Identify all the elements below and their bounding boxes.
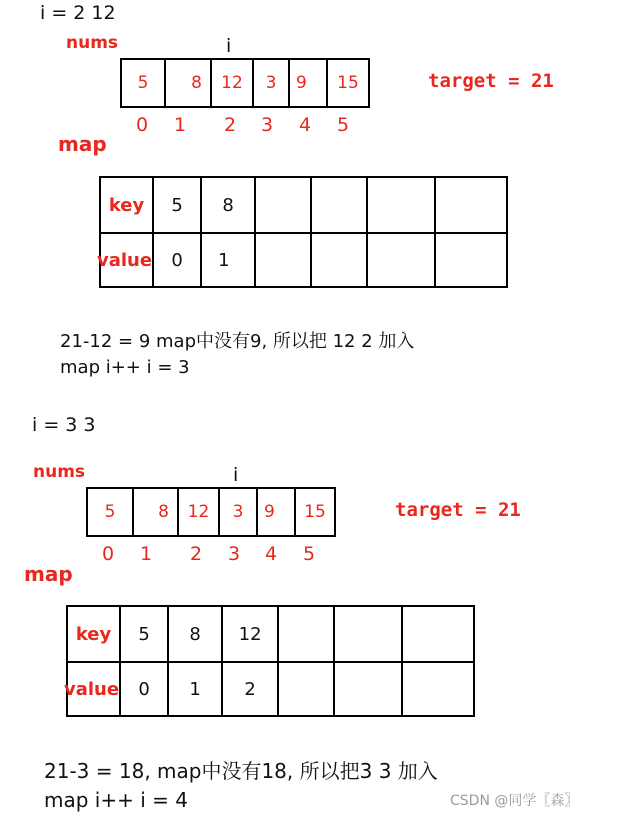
watermark: CSDN @同学〖森〗: [450, 793, 579, 809]
step1-nums-cell-3: 3: [252, 58, 290, 108]
step2-nums-cell-1: 8: [132, 487, 179, 537]
step2-index-5: 5: [302, 543, 316, 565]
step2-value-5: [402, 662, 474, 716]
step2-value-1: 1: [168, 662, 222, 716]
step1-index-5: 5: [336, 114, 350, 136]
step2-index-3: 3: [227, 543, 241, 565]
step2-note-line1: 21-3 = 18, map中没有18, 所以把3 3 加入: [44, 759, 438, 783]
step1-map-label: map: [58, 132, 107, 156]
step1-header: i = 2 12: [40, 2, 116, 24]
step2-value-2: 2: [222, 662, 278, 716]
step1-nums-cell-0: 5: [120, 58, 166, 108]
step2-index-1: 1: [139, 543, 153, 565]
step1-nums-cell-5: 15: [326, 58, 370, 108]
step1-key-3: [311, 177, 367, 233]
step2-index-0: 0: [101, 543, 115, 565]
step1-value-header-text: value: [97, 249, 153, 271]
step1-nums-cell-4: 9: [288, 58, 328, 108]
step2-nums-cell-0: 5: [86, 487, 134, 537]
step1-index-4: 4: [298, 114, 312, 136]
step2-value-header: [64, 662, 120, 716]
step2-nums-label: nums: [33, 462, 86, 482]
step1-key-5: [435, 177, 507, 233]
step1-map-table: [99, 176, 508, 288]
step2-value-3: [278, 662, 334, 716]
step2-key-1: 8: [168, 606, 222, 662]
step2-header: i = 3 3: [32, 414, 96, 436]
step1-key-0: 5: [153, 177, 201, 233]
step2-target: target = 21: [395, 499, 521, 521]
step1-value-5: [435, 233, 507, 287]
step2-key-4: [334, 606, 402, 662]
step1-value-4: [367, 233, 435, 287]
step2-value-4: [334, 662, 402, 716]
step2-nums-cell-5: 15: [294, 487, 336, 537]
step1-key-header: key: [100, 177, 153, 233]
step1-value-1: 1: [201, 233, 255, 287]
step1-value-2: [255, 233, 311, 287]
step2-pointer-i: i: [233, 464, 239, 486]
step2-value-header-text: value: [64, 678, 120, 700]
step2-key-header: key: [67, 606, 120, 662]
step1-pointer-i: i: [226, 35, 232, 57]
step2-map-table: [66, 605, 475, 717]
step1-nums-cell-1: 8: [164, 58, 212, 108]
step2-note-line2: map i++ i = 4: [44, 788, 188, 812]
step1-target: target = 21: [428, 70, 554, 92]
step2-index-4: 4: [264, 543, 278, 565]
step2-index-2: 2: [189, 543, 203, 565]
step1-index-0: 0: [135, 114, 149, 136]
step1-key-1: 8: [201, 177, 255, 233]
step2-nums-cell-3: 3: [218, 487, 258, 537]
step1-nums-cell-2: 12: [210, 58, 254, 108]
step1-value-3: [311, 233, 367, 287]
step1-index-2: 2: [223, 114, 237, 136]
step1-value-0: 0: [153, 233, 201, 287]
step2-key-3: [278, 606, 334, 662]
step1-index-3: 3: [260, 114, 274, 136]
step2-map-label: map: [24, 562, 73, 586]
step1-note-line2: map i++ i = 3: [60, 357, 190, 378]
step2-nums-cell-4: 9: [256, 487, 296, 537]
step1-key-2: [255, 177, 311, 233]
step1-key-4: [367, 177, 435, 233]
step2-key-0: 5: [120, 606, 168, 662]
step2-key-5: [402, 606, 474, 662]
step1-nums-label: nums: [66, 33, 119, 53]
step2-key-2: 12: [222, 606, 278, 662]
step2-value-0: 0: [120, 662, 168, 716]
step1-note-line1: 21-12 = 9 map中没有9, 所以把 12 2 加入: [60, 331, 415, 352]
step1-index-1: 1: [173, 114, 187, 136]
step1-value-header: [97, 233, 153, 287]
step2-nums-cell-2: 12: [177, 487, 220, 537]
